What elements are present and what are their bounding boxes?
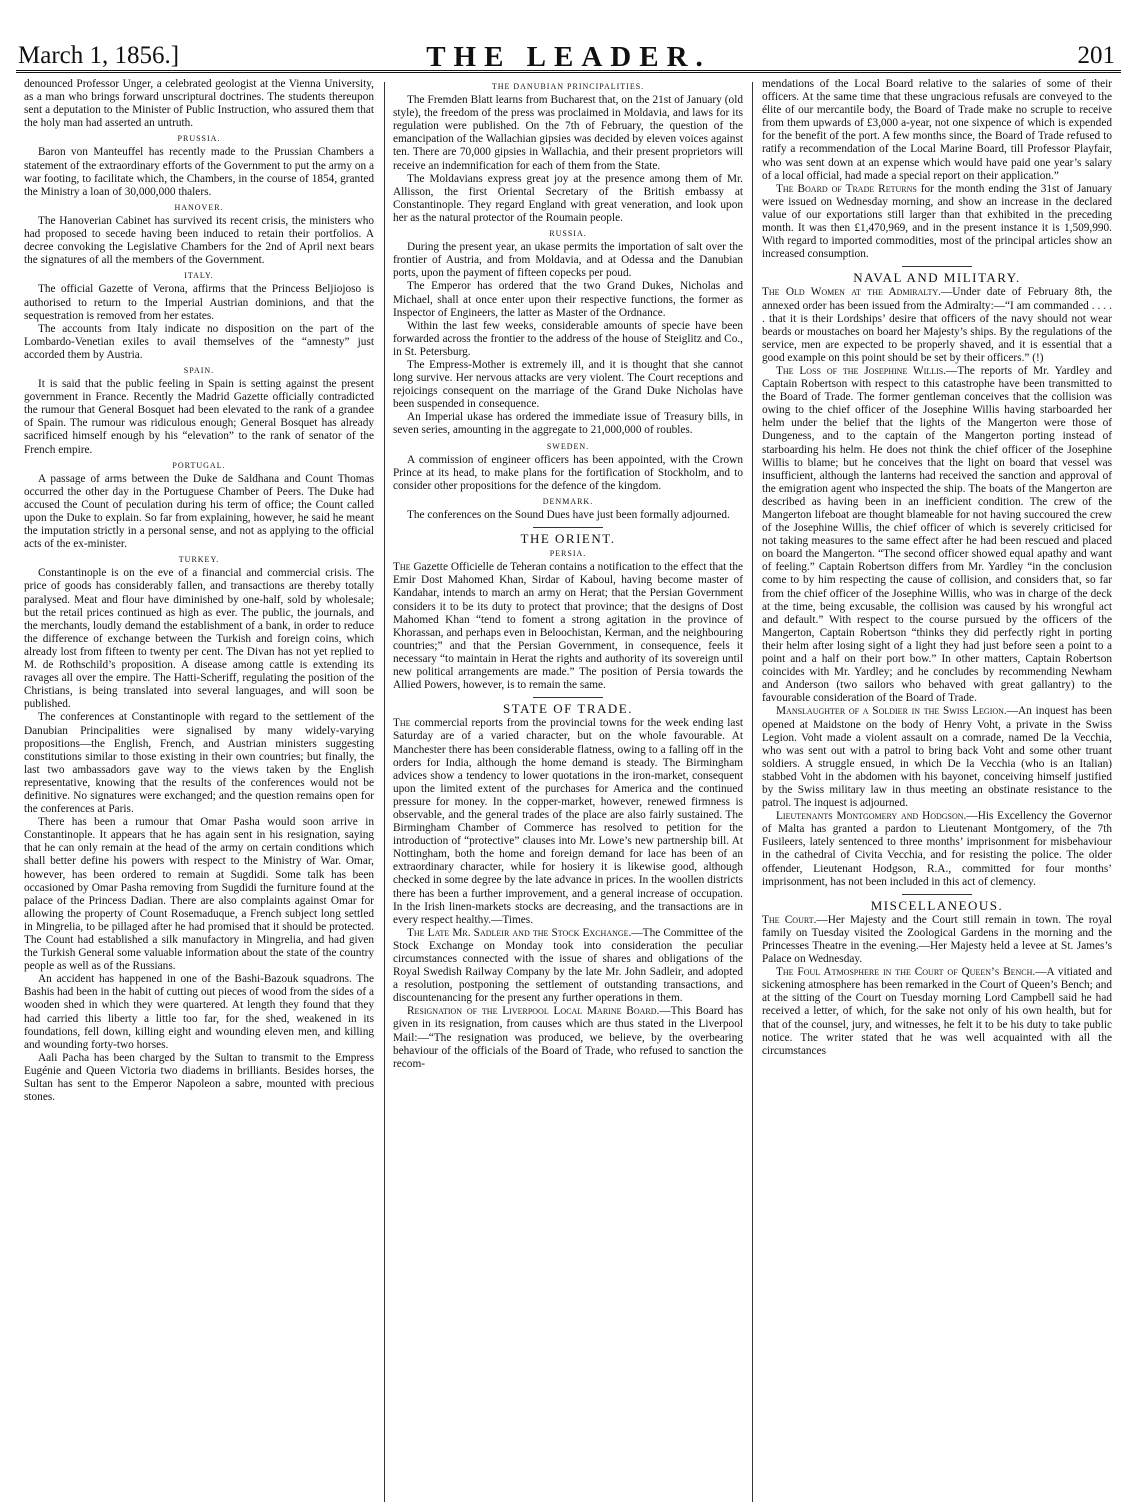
column-right [762, 78, 1112, 1503]
article-paragraph: A passage of arms between the Duke de Saldhana and Count Thomas occurred the other day in the Portuguese Chamber of Peers. The Duke had accused the Count of peculation during his term of office; the Count called upon the Duke to explain. So far from explaining, however, he said he meant the imputation strictly in a personal sense, and not as applying to the official acts of the ex-minister. [24, 472, 374, 551]
column-middle [393, 78, 743, 1503]
paragraph-lead: The Court. [762, 913, 817, 926]
article-paragraph: The accounts from Italy indicate no disposition on the part of the Lombardo-Venetian exiles to avail themselves of the “amnesty” just accorded them by Austria. [24, 322, 374, 361]
article-paragraph: The Empress-Mother is extremely ill, and it is thought that she cannot long survive. Her nervous attacks are very violent. The Court receptions and rejoicings consequent on the marriage of the Grand Duke Nicholas have been suspended in consequence. [393, 358, 743, 411]
paragraph-lead: Lieutenants Montgomery and Hodgson. [776, 810, 967, 823]
section-heading-misc: MISCELLANEOUS. [870, 897, 1004, 913]
section-divider [902, 266, 972, 267]
subheading-portugal: PORTUGAL. [172, 460, 226, 470]
article-paragraph [762, 183, 1112, 262]
paragraph-body: —This Board has given in its resignation, from causes which are thus stated in the Liverpool Mail:—“The resignation was produced, we believe, by the overbearing behaviour of the officials of the Board of Trade, who refused to sanction the recom- [393, 1005, 743, 1070]
newspaper-title: THE LEADER. [426, 41, 711, 73]
paragraph-body: commercial reports from the provincial towns for the week ending last Saturday are of a varied character, but on the whole favourable. At Manchester there has been considerable flatness, owing to a falling off in the orders for India, although the home demand is steady. The Birmingham advices show a tendency to lower quotations in the iron-market, consequent upon the limited extent of the purchases for America and the continued pressure for money. In the copper-market, however, renewed firmness is observable, and the general trades of the place are also fairly sustained. The Birmingham Chamber of Commerce has resolved to petition for the introduction of “protective” clauses into Mr. Lowe’s new partnership bill. At Nottingham, both the home and foreign demand for lace has been of an extraordinary character, while for hosiery it is likewise good, although checked in some degree by the late advance in prices. In the woollen districts there has been a further improvement, and a general increase of occupation. In the Irish linen-markets stocks are decreasing, and the transactions are in every respect healthy.—Times. [393, 717, 743, 926]
paragraph-body: —His Excellency the Governor of Malta has granted a pardon to Lieutenant Montgomery, of the 7th Fusileers, lately sentenced to three months’ imprisonment for misbehaviour in the cathedral of Civita Vecchia, and for resisting the police. The older offender, Lieutenant Hodgson, R.A., committed for four months’ imprisonment, has not been included in this act of clemency. [762, 810, 1112, 888]
section-divider [533, 527, 603, 528]
article-paragraph [762, 810, 1112, 889]
article-paragraph [762, 365, 1112, 705]
article-paragraph: The conferences at Constantinople with regard to the settlement of the Danubian Principalities were signalised by many widely-varying propositions—the English, French, and Austrian ministers suggesting constitutions similar to those existing in their own countries; but finally, the last two ambassadors gave way to the views taken by the English representative, knowing that the results of the conferences would not be definitive. No signatures were exchanged; and the question remains open for the conferences at Paris. [24, 711, 374, 816]
subheading-russia: RUSSIA. [549, 229, 587, 239]
paragraph-body: —The Committee of the Stock Exchange on Monday took into consideration the peculiar circumstances connected with the issue of shares and obligations of the Royal Swedish Railway Company by the late Mr. John Sadleir, and adopted a resolution, postponing the settlement of outstanding transactions, and discountenancing for the present any further operations in them. [393, 926, 743, 1005]
subheading-persia: PERSIA. [549, 549, 587, 559]
article-paragraph [393, 1005, 743, 1070]
subheading-sweden: SWEDEN. [546, 441, 590, 451]
article-paragraph [393, 927, 743, 1006]
article-paragraph [393, 561, 743, 692]
subheading-spain: SPAIN. [183, 365, 215, 375]
column-left [24, 78, 374, 1503]
article-paragraph: A commission of engineer officers has been appointed, with the Crown Prince at its head, to make plans for the fortification of Stockholm, and to consider other propositions for the defence of the kingdom. [393, 453, 743, 492]
paragraph-body: —A vitiated and sickening atmosphere has been remarked in the Court of Queen’s Bench; and at the sitting of the Court on Tuesday morning Lord Campbell said he had received a letter, of which, for the sake not only of his own health, but for that of the counsel, jury, and witnesses, he felt it to be his duty to take public notice. The writer stated that he was well acquainted with all the circumstances [762, 966, 1112, 1057]
article-paragraph: The Hanoverian Cabinet has survived its recent crisis, the ministers who had proposed to secede having been induced to retain their portfolios. A decree convoking the Legislative Chambers for the 2nd of April next bears the signatures of all the members of the Government. [24, 214, 374, 267]
article-paragraph: The Moldavians express great joy at the presence among them of Mr. Allisson, the first Oriental Secretary of the British embassy at Constantinople. They regard England with great veneration, and look upon her as the natural protector of the Roumain people. [393, 172, 743, 224]
article-paragraph: mendations of the Local Board relative to the salaries of some of their officers. At the same time that these ungracious refusals are conveyed to the élite of our mercantile body, the Board of Trade make no scruple to receive from them upwards of £3,000 a-year, not one sixpence of which is expended for the benefit of the port. A few months since, the Board of Trade refused to ratify a recommendation of the Local Marine Board, till Professor Playfair, who was sent down at an expense which would have paid one year’s salary of a local official, had made a special report on their application.” [762, 78, 1112, 182]
subheading-turkey: TURKEY. [178, 555, 220, 565]
paragraph-lead: The Loss of the Josephine Willis. [776, 364, 947, 377]
issue-date: March 1, 1856.] [18, 42, 180, 69]
paragraph-body: —The reports of Mr. Yardley and Captain Robertson with respect to this catastrophe have been transmitted to the Board of Trade. The former gentleman conceives that the collision was owing to the chief officer of the Josephine Willis having starboarded her helm under the belief that the lights of the Mangerton were those of Dungeness, and to the captain of the Mangerton porting instead of starboarding his helm. He does not think the chief officer of the Josephine Willis to blame; but he conceives that the light on board that vessel was insufficient, although the lanterns had received the sanction and approval of the emigration agent who inspected the ship. The boats of the Mangerton are described as having been in an inefficient condition. The crew of the Mangerton lifeboat are thought blameable for not having succoured the crew of the Josephine Willis, the chief officer of which is severely criticised for not taking measures to the same effect after he had been rescued and placed on board the Mangerton. “The second officer showed equal apathy and want of feeling.” Captain Robertson differs from Mr. Yardley “in the conclusion come to by him respecting the cause of collision, and considers that, so far from the chief officer of the Josephine Willis, who was in charge of the deck at the time, being excusable, the collision was caused by his wrongful act and default.” With respect to the course pursued by the officers of the Mangerton, Captain Robertson “thinks they did perfectly right in porting their helm after losing sight of a light they had just before seen a point to a point and a half on their port bow.” In other matters, Captain Robertson coincides with Mr. Yardley; and he concludes by recommending Newham and Anderson (two sailors who behaved with great gallantry) to the favourable consideration of the Board of Trade. [762, 364, 1112, 705]
section-heading-orient: THE ORIENT. [520, 531, 616, 547]
subheading-denmark: DENMARK. [542, 496, 594, 506]
subheading-italy: ITALY. [184, 271, 214, 281]
section-heading-trade: STATE OF TRADE. [503, 701, 633, 717]
paragraph-lead: Resignation of the Liverpool Local Marine Board. [407, 1005, 660, 1018]
paragraph-body: —Under date of February 8th, the annexed order has been issued from the Admiralty:—“I am commanded . . . . . that it is their Lordships’ desire that officers of the navy should not wear beards or moustaches on board her Majesty’s ships. By the regulations of the service, men are expected to be properly shaved, and it is essential that a good example on this point should be set by their officers.” (!) [762, 286, 1112, 364]
article-paragraph: There has been a rumour that Omar Pasha would soon arrive in Constantinople. It appears that he has again sent in his resignation, saying that he can only remain at the head of the army on certain conditions which shall better define his powers with respect to the Ministry of War. Omar, however, has been ordered to remain at Sugdidi. Some talk has been occasioned by Omar Pasha removing from Sugdidi the furniture found at the palace of the Princess Dadian. There are also complaints against Omar for allowing the property of Count Rosemaduque, a French subject long settled in Mingrelia, to be pillaged after he had promised that it should be protected. The Count had established a silk manufactory in Mingrelia, and had given the Turkish General some valuable information about the state of the country people as well as of the Russians. [24, 816, 374, 973]
paragraph-body: —An inquest has been opened at Maidstone on the body of Henry Voht, a private in the Swiss Legion. Voht made a violent assault on a comrade, named De la Vecchia, who was sent out with a patrol to bring back Voht and some other truant soldiers. A struggle ensued, in which De la Vecchia (who is an Italian) stabbed Voht in the abdomen with his bayonet, conceiving himself justified by the Swiss military law in thus meeting an obstinate resistance to the patrol. The inquest is adjourned. [762, 705, 1112, 810]
paragraph-lead: Manslaughter of a Soldier in the Swiss Legion. [776, 705, 1007, 718]
article-paragraph: denounced Professor Unger, a celebrated geologist at the Vienna University, as a man who brings forward unscriptural doctrines. The students thereupon sent a deputation to the Minister of Public Instruction, who assured them that the holy man had asserted an untruth. [24, 78, 374, 130]
paragraph-lead: The [393, 561, 411, 574]
article-paragraph: Within the last few weeks, considerable amounts of specie have been forwarded across the frontier to the address of the house of Steiglitz and Co., in St. Petersburg. [393, 319, 743, 358]
article-paragraph: An Imperial ukase has ordered the immediate issue of Treasury bills, in seven series, amounting in the aggregate to 21,000,000 of roubles. [393, 411, 743, 437]
paragraph-lead: The Foul Atmosphere in the Court of Queen’s Bench. [776, 966, 1036, 979]
paragraph-body: Gazette Officielle de Teheran contains a notification to the effect that the Emir Dost Mahomed Khan, Sirdar of Kaboul, having become master of Kandahar, intends to march an army on Herat; that the Persian Government considers it to be its duty to protect that province; that the designs of Dost Mahomed Khan “tend to foment a strong agitation in the province of Khorassan, and perhaps even in Beloochistan, Kerman, and the neighbouring countries;” and that the Persian Government, in consequence, feels it necessary “to maintain in Herat the rights and authority of its sovereign until new political arrangements are made.” The position of Persia towards the Allied Powers, however, is to remain the same. [393, 561, 743, 692]
subheading-prussia: PRUSSIA. [177, 134, 221, 144]
column-divider [384, 82, 385, 1502]
masthead [16, 28, 1121, 73]
section-divider [533, 697, 603, 698]
column-divider [752, 82, 753, 1502]
article-paragraph: The Fremden Blatt learns from Bucharest that, on the 21st of January (old style), the freedom of the press was proclaimed in Moldavia, and laws for its regulation were published. On the 7th of February, the question of the emancipation of the Wallachian gipsies was decided by eleven voices against ten. There are 70,000 gipsies in Wallachia, and their present proprietors will receive an indemnification for each of them from the State. [393, 94, 743, 172]
article-paragraph: Constantinople is on the eve of a financial and commercial crisis. The price of goods has considerably fallen, and transactions are thereby totally paralysed. Meat and flour have diminished by one-half, sold by wholesale; but the retail prices continued as high as ever. The public, the journals, and the merchants, loudly demand the establishment of a bank, in order to reduce the difference of exchange between the Turkish and foreign coins, which already lost from fifteen to twenty per cent. The Divan has not yet replied to M. de Rothschild’s proposition. A disease among cattle is extending its ravages all over the empire. The Hatti-Scheriff, regulating the position of the Christians, is being translated into several languages, and will soon be published. [24, 567, 374, 711]
paragraph-lead: The Old Women at the Admiralty. [762, 286, 941, 299]
page-number: 201 [1077, 42, 1115, 69]
article-paragraph [762, 966, 1112, 1058]
article-paragraph: The Emperor has ordered that the two Grand Dukes, Nicholas and Michael, shall at once enter upon their respective functions, the former as Inspector of Engineers, the latter as Master of the Ordnance. [393, 280, 743, 319]
article-paragraph [393, 717, 743, 927]
paragraph-lead: The Board of Trade Returns [776, 182, 917, 195]
article-paragraph [762, 705, 1112, 810]
article-paragraph: The official Gazette of Verona, affirms that the Princess Beljiojoso is authorised to return to the Imperial Austrian dominions, and that the sequestration is removed from her estates. [24, 283, 374, 322]
section-heading-naval: NAVAL AND MILITARY. [853, 270, 1021, 286]
article-paragraph: An accident has happened in one of the Bashi-Bazouk squadrons. The Bashis had been in the habit of cutting out pieces of wood from the sides of a wooden shed in which they were quartered. At length they found that they had carried this liberty a little too far, for the shed, weakened in its foundations, fell down, killing eight and wounding eleven men, and killing and wounding forty-two horses. [24, 973, 374, 1051]
article-paragraph: It is said that the public feeling in Spain is setting against the present government in France. Recently the Madrid Gazette officially contradicted the rumour that General Bosquet had been elevated to the rank of a grandee of Spain. The rumour was ridiculous enough; General Bosquet has already sacrificed himself enough by his “elevation” to the rank of senator of the French empire. [24, 378, 374, 456]
article-paragraph: Baron von Manteuffel has recently made to the Prussian Chambers a statement of the extraordinary efforts of the Government to put the army on a war footing, to facilitate which, the Chambers, in the course of 1854, granted the Ministry a loan of 30,000,000 thalers. [24, 146, 374, 198]
section-divider [902, 894, 972, 895]
paragraph-body: for the month ending the 31st of January were issued on Wednesday morning, and show an increase in the declared value of our exportations still larger than that exhibited in the preceding month. It was then £1,470,969, and in the present instance it is 1,509,990. With regard to imported commodities, most of the principal articles show an increased consumption. [762, 182, 1112, 261]
article-paragraph: The conferences on the Sound Dues have just been formally adjourned. [407, 509, 730, 521]
subheading-hanover: HANOVER. [174, 202, 224, 212]
subheading-danubian: THE DANUBIAN PRINCIPALITIES. [491, 82, 645, 91]
article-paragraph [762, 914, 1112, 966]
paragraph-lead: The [393, 717, 411, 730]
paragraph-lead: The Late Mr. Sadleir and the Stock Exchange. [407, 926, 632, 939]
article-paragraph: During the present year, an ukase permits the importation of salt over the frontier of Austria, and from Moldavia, and at Odessa and the Danubian ports, upon the payment of fifteen copecks per poud. [393, 241, 743, 280]
article-paragraph [762, 286, 1112, 365]
article-paragraph: Aali Pacha has been charged by the Sultan to transmit to the Empress Eugénie and Queen Victoria two diadems in brilliants. Besides horses, the Sultan has sent to the Emperor Napoleon a sabre, mounted with precious stones. [24, 1051, 374, 1104]
paragraph-body: —Her Majesty and the Court still remain in town. The royal family on Tuesday visited the Zoological Gardens in the morning and the Princesses Theatre in the evening.—Her Majesty held a levee at St. James’s Palace on Wednesday. [762, 913, 1112, 966]
